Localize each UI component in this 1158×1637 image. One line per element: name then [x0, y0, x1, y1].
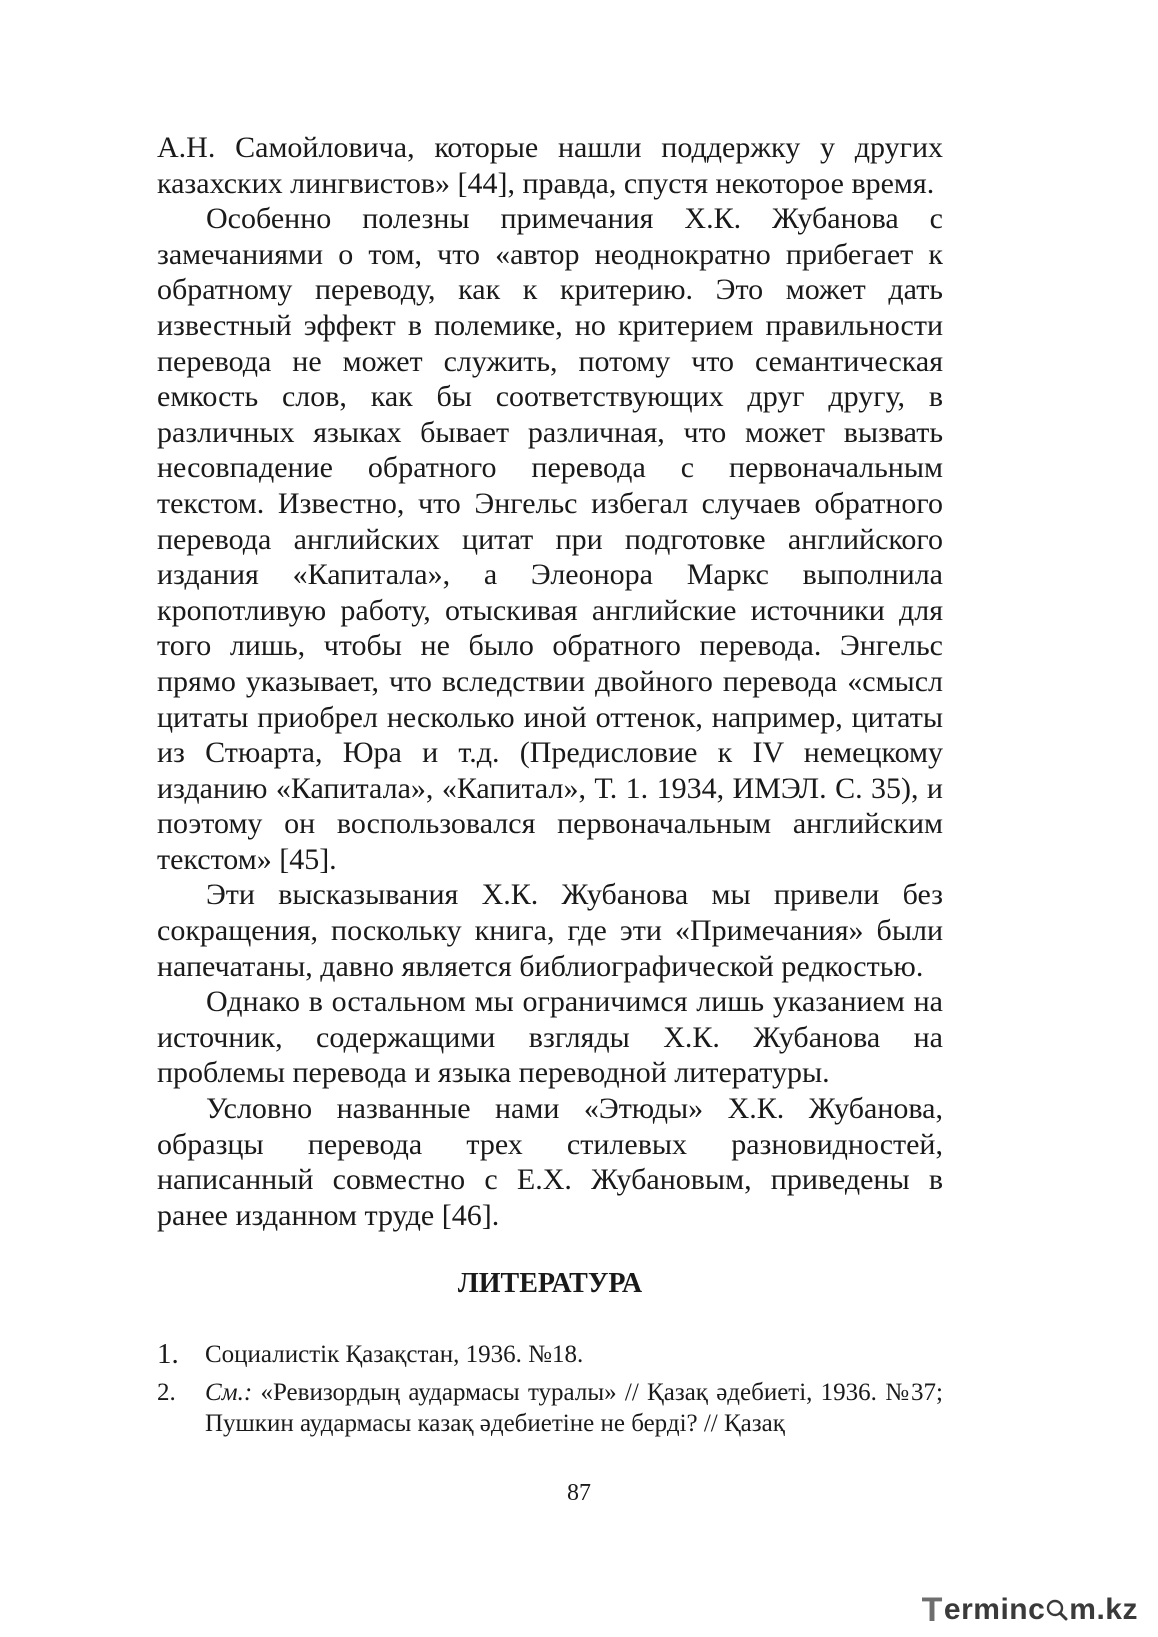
watermark-logo — [922, 1590, 1138, 1630]
reference-number: 2. — [157, 1379, 176, 1406]
reference-text: Социалистік Қазақстан, 1936. №18. — [205, 1341, 584, 1368]
paragraph-etudes: Условно названные нами «Этюды» Х.К. Жубанова, образцы перевода трех стилевых разновидностей, написанный совместно с Е.Х. Жубановым, приведены в ранее изданном труде [46]. — [157, 1092, 943, 1232]
paragraph-continued: А.Н. Самойловича, которые нашли поддержку у других казахских лингвистов» [44], правда, спустя некоторое время. — [157, 131, 943, 200]
watermark-first-letter: T — [921, 1590, 943, 1629]
page-number: 87 — [567, 1480, 591, 1506]
paragraph-notes: Особенно полезны примечания Х.К. Жубанова с замечаниями о том, что «автор неоднократно прибегает к обратному переводу, как к критерию. Это может дать известный эффект в полемике, но критерием правильности перевода не может служить, потому что семантическая емкость слов, как бы соответствующих друг другу, в различных языках бывает различная, что может вызвать несовпадение обратного перевода с первоначальным текстом. Известно, что Энгельс избегал случаев обратного перевода английских цитат при подготовке английского издания «Капитала», а Элеонора Маркс выполнила кропотливую работу, отыскивая английские источники для того лишь, чтобы не было обратного перевода. Энгельс прямо указывает, что вследствии двойного перевода «смысл цитаты приобрел несколько иной оттенок, например, цитаты из Стюарта, Юра и т.д. (Предисловие к IV немецкому изданию «Капитала», «Капитал», Т. 1. 1934, ИМЭЛ. С. 35), и поэтому он воспользовался первоначальным английским текстом» [45]. — [157, 202, 943, 876]
reference-text: «Ревизордың аудармасы туралы» // Қазақ әдебиеті, 1936. №37; Пушкин аудармасы казақ әдебиетіне не берді? // Қазақ — [205, 1379, 943, 1437]
paragraph-sources: Однако в остальном мы ограничимся лишь указанием на источник, содержащими взгляды Х.К. Жубанова на проблемы перевода и языка переводной литературы. — [157, 985, 943, 1090]
reference-lead: См.: — [205, 1379, 253, 1406]
literature-heading: ЛИТЕРАТУРА — [457, 1268, 643, 1299]
list-item — [157, 1377, 943, 1439]
literature-list — [157, 1339, 943, 1439]
reference-number: 1. — [157, 1338, 179, 1370]
watermark-end: m.kz — [1069, 1593, 1138, 1626]
paragraph-quotes: Эти высказывания Х.К. Жубанова мы привели без сокращения, поскольку книга, где эти «Примечания» были напечатаны, давно является библиографической редкостью. — [157, 878, 943, 983]
list-item — [157, 1339, 943, 1370]
main-text — [157, 130, 943, 1233]
magnifier-icon — [1046, 1599, 1068, 1621]
watermark-middle: erminc — [943, 1593, 1046, 1626]
